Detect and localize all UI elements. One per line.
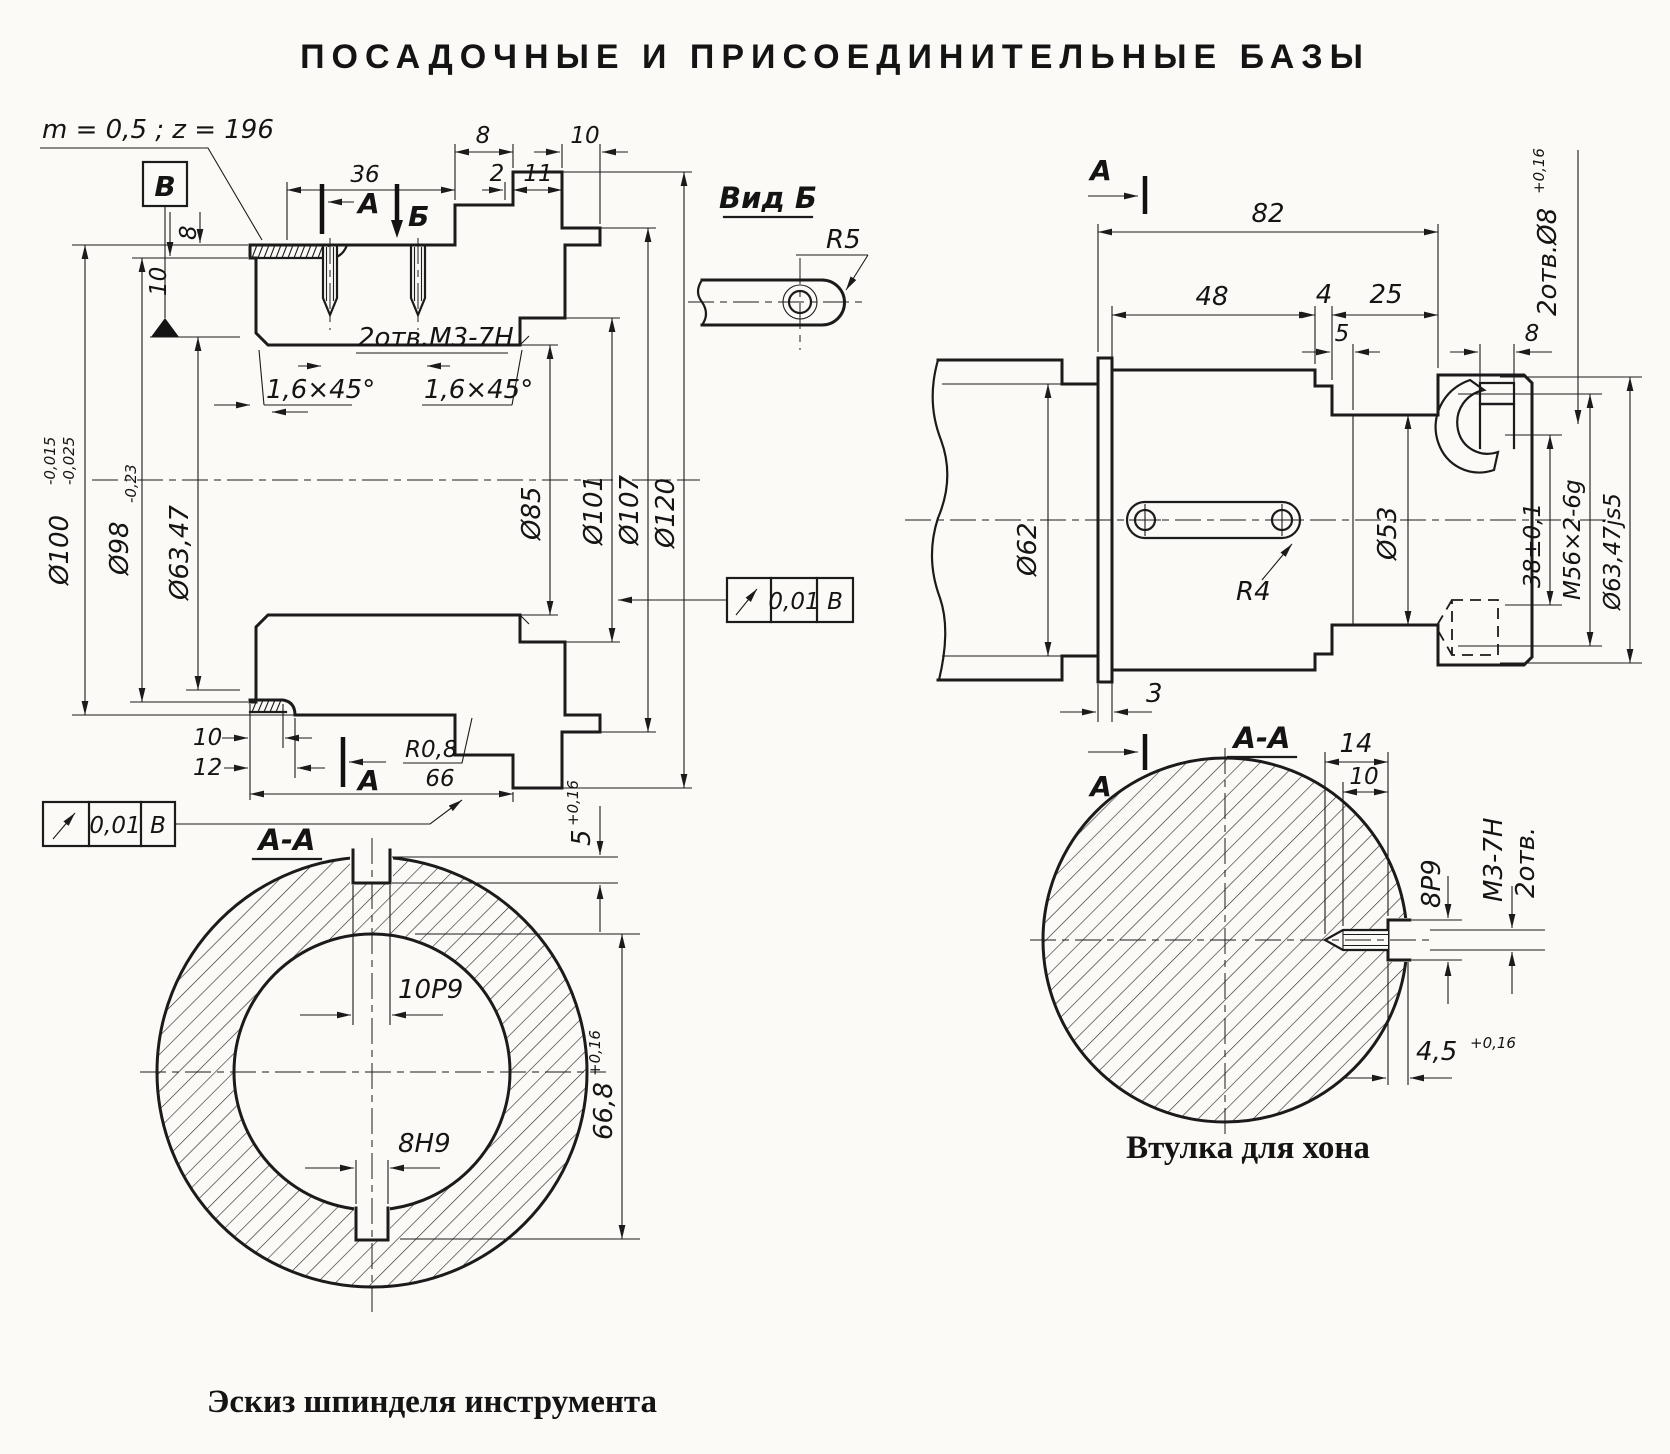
dim-38: 38±0,1 <box>1520 502 1546 588</box>
dim-45-group <box>1416 1034 1516 1067</box>
bushing-a-top: А <box>1090 154 1112 187</box>
dim-10: 10 <box>1349 764 1379 790</box>
dim-3: 3 <box>1146 679 1163 709</box>
m3-hole-left <box>322 238 338 330</box>
dim-45-tol: +0,16 <box>1470 1034 1516 1052</box>
page-title: ПОСАДОЧНЫЕ И ПРИСОЕДИНИТЕЛЬНЫЕ БАЗЫ <box>300 38 1370 76</box>
chamfer-note-right <box>422 350 533 405</box>
datum-b-flag <box>143 162 187 337</box>
spindle-caption: Эскиз шпинделя инструмента <box>207 1384 657 1420</box>
dim-45: 4,5 <box>1416 1037 1458 1067</box>
svg-text:5: 5 <box>567 829 597 846</box>
dim-36: 36 <box>350 162 380 188</box>
dim-8-top: 8 <box>475 123 491 149</box>
svg-text:66,8: 66,8 <box>589 1082 619 1140</box>
dim-10-bot: 10 <box>193 725 223 751</box>
top-extension-lines <box>287 144 600 240</box>
left-ext-lines-small <box>132 245 248 258</box>
section-aa-label: А-А <box>258 823 316 857</box>
radius-r08: R0,8 <box>405 737 458 763</box>
section-mark-a-bottom <box>343 737 386 797</box>
dim-12-bot: 12 <box>193 755 223 781</box>
radius-r5: R5 <box>826 225 861 255</box>
dim-82: 82 <box>1251 199 1285 229</box>
dim-8: 8 <box>1524 321 1540 347</box>
key-depth-tol: +0,16 <box>564 780 582 826</box>
chamfer-note-left <box>214 350 375 412</box>
dia668-tol: +0,16 <box>586 1030 604 1076</box>
dia100-tol-lo: -0,025 <box>60 436 78 485</box>
dia668-label <box>586 1030 619 1140</box>
bottom-ext-lines <box>250 704 513 802</box>
spindle-section-aa <box>140 780 640 1312</box>
runout-frame-right <box>618 578 853 622</box>
dim-10-left: 10 <box>146 266 172 296</box>
bushing-section-label: А-А <box>1233 721 1291 755</box>
dia62-label: Ø62 <box>1013 522 1043 576</box>
dim-8-left: 8 <box>176 225 202 240</box>
view-b-detail <box>688 181 868 350</box>
datum-triangle-icon <box>151 318 179 337</box>
section-mark-a-top <box>322 184 380 234</box>
dia85-label: Ø85 <box>517 486 547 540</box>
view-b-mark-label: Б <box>408 200 430 233</box>
runout-left-ref: В <box>150 813 166 839</box>
bushing-main-view <box>905 148 1642 803</box>
radius-r4: R4 <box>1236 577 1271 607</box>
dia100-tol-hi: -0,015 <box>41 436 59 485</box>
dia53-label: Ø53 <box>1373 506 1403 560</box>
svg-text:Ø98: Ø98 <box>105 521 135 575</box>
dia6347-label: Ø63,47 <box>165 505 195 600</box>
dim-14: 14 <box>1339 729 1373 759</box>
hidden-screw-hole <box>1436 600 1498 655</box>
datum-b-label: В <box>154 170 176 203</box>
view-b-title: Вид Б <box>718 181 818 215</box>
dia101-label: Ø101 <box>579 474 609 545</box>
m3-hole-right <box>410 238 426 330</box>
dim-25: 25 <box>1369 280 1403 310</box>
svg-text:1,6×45°: 1,6×45° <box>424 375 534 405</box>
key-depth-label <box>564 780 597 846</box>
dim-10-top: 10 <box>570 123 600 149</box>
slot-r4 <box>1127 502 1300 607</box>
key-8p9-label: 8Р9 <box>1417 859 1447 908</box>
runout-icon <box>53 813 75 839</box>
dia6347-ext <box>150 337 240 690</box>
svg-text:1,6×45°: 1,6×45° <box>266 375 376 405</box>
runout-icon <box>736 589 757 615</box>
dim-2: 2 <box>489 161 505 187</box>
dim-5: 5 <box>1334 321 1350 347</box>
svg-text:2отв.Ø8: 2отв.Ø8 <box>1533 207 1563 316</box>
thread-label: М56×2-6g <box>1560 479 1586 600</box>
section-a-top-label: А <box>358 187 380 220</box>
svg-text:Ø100: Ø100 <box>45 514 75 585</box>
bushing-holes-tol: +0,16 <box>1530 148 1548 194</box>
runout-right-value: 0,01 <box>768 589 820 615</box>
dim-48: 48 <box>1195 282 1229 312</box>
holes-note: 2отв.М3-7Н <box>358 323 514 353</box>
dia100-label <box>41 437 78 586</box>
dia107-label: Ø107 <box>615 474 645 545</box>
keyway-top-dim: 10Р9 <box>398 975 464 1005</box>
bushing-a-bot: А <box>1090 770 1112 803</box>
section-a-bot-label: А <box>358 764 380 797</box>
dim-4: 4 <box>1315 280 1333 310</box>
runout-right-ref: В <box>827 589 843 615</box>
bushing-ext-lines <box>1098 224 1514 410</box>
keyway-bot-dim: 8Н9 <box>398 1129 451 1159</box>
bushing-caption: Втулка для хона <box>1126 1130 1370 1166</box>
dia98-label <box>105 464 140 576</box>
bushing-holes-note <box>1530 148 1563 316</box>
runout-left-value: 0,01 <box>89 813 141 839</box>
view-b-arrow <box>391 184 429 238</box>
runout-frame-left <box>43 800 462 846</box>
bushing-section-mark-top <box>1088 154 1145 214</box>
dia6347js5-label: Ø63,47js5 <box>1600 493 1626 610</box>
dia98-tol: -0,23 <box>122 464 140 503</box>
dim-11: 11 <box>523 161 553 187</box>
m3-7h-label: М3-7Н <box>1479 817 1509 902</box>
dim-66: 66 <box>425 766 455 792</box>
dia120-label: Ø120 <box>651 477 681 548</box>
m3-qty-label: 2отв. <box>1511 826 1541 898</box>
gear-note: m = 0,5 ; z = 196 <box>42 115 274 145</box>
